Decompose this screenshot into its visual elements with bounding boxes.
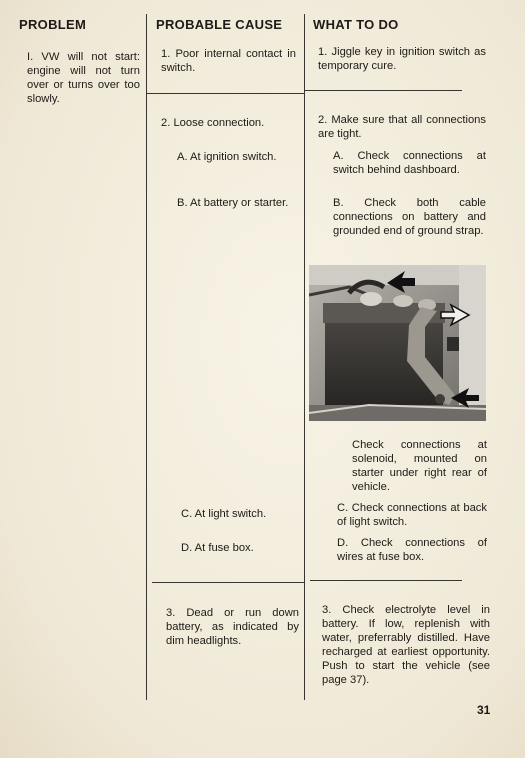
cause-3: 3. Dead or run down battery, as indicated by dim headlights. [166, 607, 299, 647]
problem-text: I. VW will not start: engine will not turn over or turns over too slowly. [27, 51, 140, 105]
cause-2c: C. At light switch. [181, 508, 267, 520]
column-divider-right [304, 14, 305, 700]
battery-photo [309, 265, 486, 421]
todo-2b-solenoid: Check connections at solenoid, mounted on starter under right rear of vehicle. [352, 439, 487, 493]
row-divider-1-cause [146, 93, 304, 94]
cause-2: 2. Loose connection. [161, 117, 265, 129]
header-probable-cause: PROBABLE CAUSE [156, 17, 283, 32]
cause-1: 1. Poor internal contact in switch. [161, 48, 296, 74]
row-divider-2-cause [152, 582, 304, 583]
header-problem: PROBLEM [19, 17, 87, 32]
todo-2b: B. Check both cable connections on battery and grounded end of ground strap. [333, 197, 486, 237]
cause-2b: B. At battery or starter. [177, 197, 289, 209]
todo-1: 1. Jiggle key in ignition switch as temporary cure. [318, 46, 486, 72]
cause-2d: D. At fuse box. [181, 542, 254, 554]
page-number: 31 [477, 703, 491, 717]
todo-2: 2. Make sure that all connections are tight. [318, 114, 486, 140]
row-divider-1-todo [304, 90, 462, 91]
todo-2d: D. Check connections of wires at fuse box. [337, 537, 487, 563]
row-divider-2-todo [310, 580, 462, 581]
todo-3: 3. Check electrolyte level in battery. If low, replenish with water, preferrably distilled. Have recharged at earliest opportunity. Push to start the vehicle (see page 37). [322, 604, 490, 686]
todo-2a: A. Check connections at switch behind dashboard. [333, 150, 486, 176]
column-divider-left [146, 14, 147, 700]
battery-illustration [309, 265, 486, 421]
header-what-to-do: WHAT TO DO [313, 17, 399, 32]
cause-2a: A. At ignition switch. [177, 151, 277, 163]
todo-2c: C. Check connections at back of light switch. [337, 502, 487, 528]
